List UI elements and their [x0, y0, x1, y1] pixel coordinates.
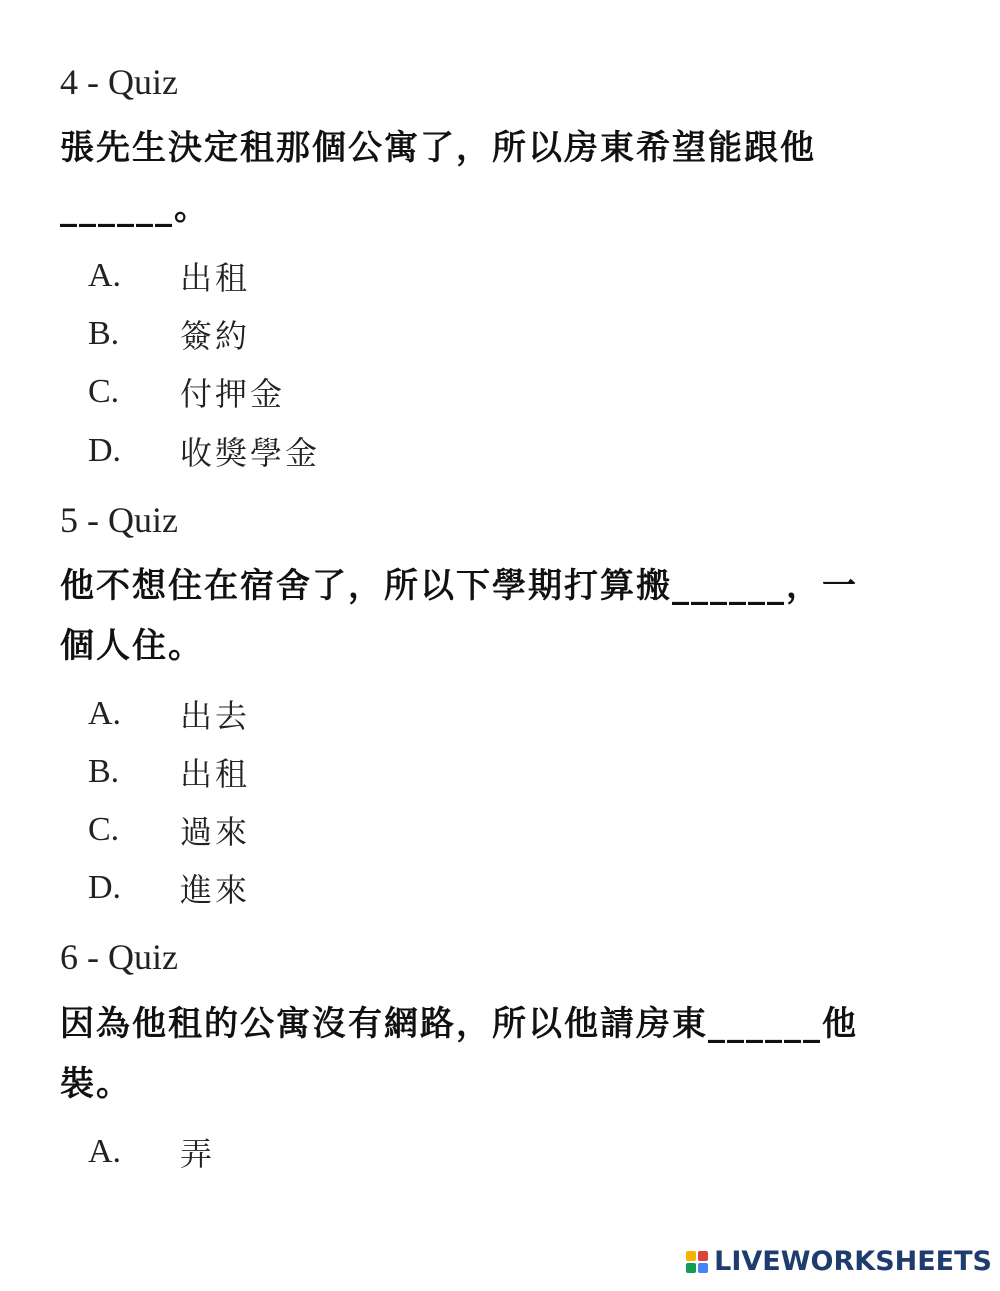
quiz-5-option-c[interactable] [88, 806, 250, 854]
quiz-4-option-a[interactable] [88, 252, 250, 300]
option-letter: D. [88, 869, 122, 906]
quiz-4-option-c[interactable] [88, 368, 285, 416]
option-text: 弄 [180, 1135, 216, 1173]
logo-square-green [686, 1263, 696, 1273]
brand-name: LIVEWORKSHEETS [714, 1246, 992, 1277]
quiz-4-question-line-1: 張先生決定租那個公寓了，所以房東希望能跟他 [60, 128, 816, 168]
quiz-4-option-b[interactable] [88, 310, 250, 358]
option-text: 進來 [180, 871, 251, 909]
option-letter: D. [88, 432, 122, 469]
option-letter: B. [88, 753, 120, 790]
option-letter: C. [88, 373, 120, 410]
quiz-5-option-a[interactable] [88, 690, 250, 738]
quiz-6-label: 6 - Quiz [60, 937, 178, 977]
quiz-6-option-a[interactable] [88, 1128, 215, 1176]
logo-square-blue [698, 1263, 708, 1273]
option-text: 出去 [180, 697, 251, 735]
quiz-4-question-line-2: ______。 [60, 188, 210, 228]
quiz-5-question [60, 556, 940, 676]
quiz-5-label: 5 - Quiz [60, 500, 178, 540]
logo-square-red [698, 1251, 708, 1261]
quiz-6-question-line-2: 裝。 [60, 1064, 132, 1104]
option-text: 出租 [180, 259, 251, 297]
quiz-5-question-line-1: 他不想住在宿舍了，所以下學期打算搬______，一 [60, 566, 858, 606]
option-letter: A. [88, 695, 122, 732]
quiz-6-question [60, 994, 940, 1114]
option-text: 簽約 [180, 317, 251, 355]
quiz-5-option-d[interactable] [88, 864, 250, 912]
liveworksheets-logo-icon [686, 1251, 708, 1273]
option-text: 付押金 [180, 375, 286, 413]
liveworksheets-logo [686, 1246, 992, 1277]
option-letter: B. [88, 315, 120, 352]
option-text: 過來 [180, 813, 251, 851]
quiz-5-option-b[interactable] [88, 748, 250, 796]
option-letter: C. [88, 811, 120, 848]
quiz-5-question-line-2: 個人住。 [60, 626, 204, 666]
quiz-6-question-line-1: 因為他租的公寓沒有網路，所以他請房東______他 [60, 1004, 858, 1044]
quiz-4-question [60, 118, 940, 238]
logo-square-yellow [686, 1251, 696, 1261]
option-letter: A. [88, 1133, 122, 1170]
quiz-4-label: 4 - Quiz [60, 62, 178, 102]
quiz-4-option-d[interactable] [88, 427, 320, 475]
option-text: 出租 [180, 755, 251, 793]
option-text: 收獎學金 [180, 434, 321, 472]
option-letter: A. [88, 257, 122, 294]
